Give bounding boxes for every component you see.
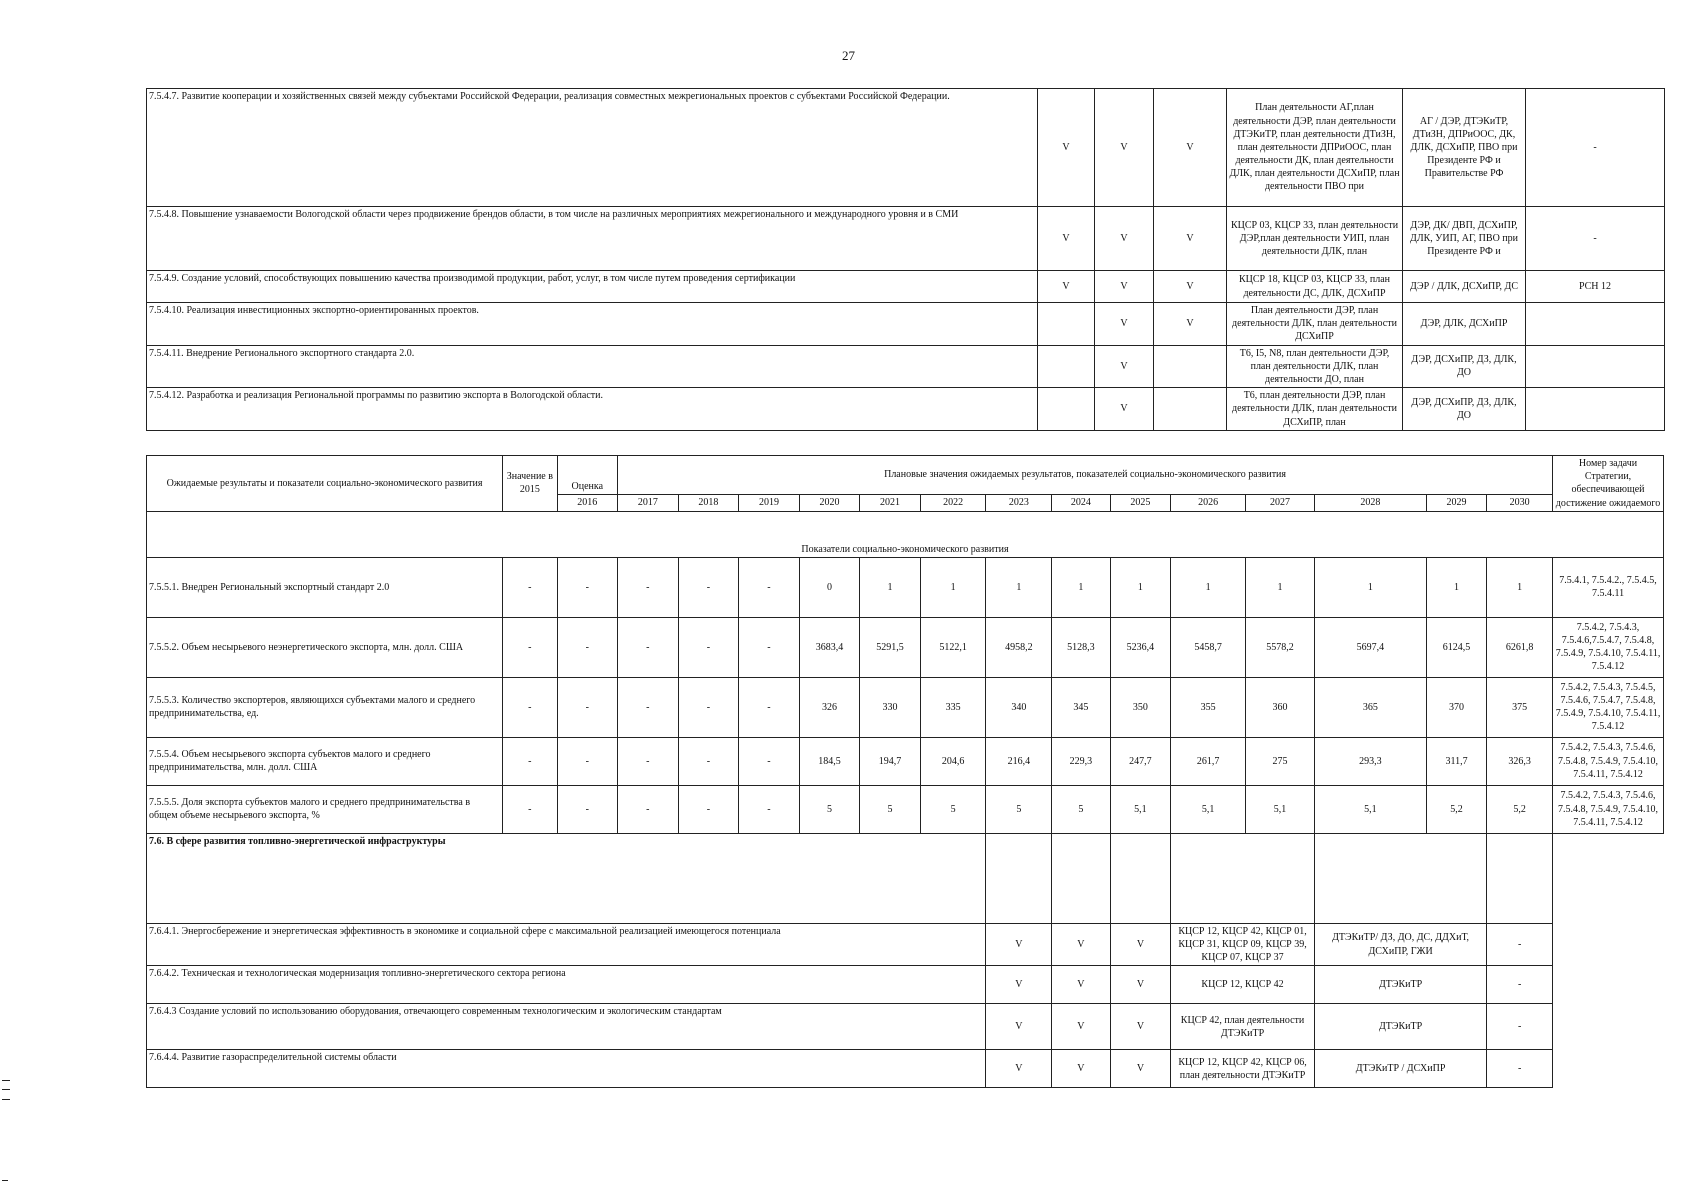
binding-mark bbox=[2, 1080, 10, 1100]
indicator-value: - bbox=[618, 737, 679, 785]
indicator-value: 1 bbox=[1314, 557, 1426, 617]
indicator-row bbox=[147, 737, 1664, 785]
indicator-value: 1 bbox=[1487, 557, 1553, 617]
header-results: Ожидаемые результаты и показатели социально-экономического развития bbox=[147, 456, 503, 512]
reference-cell: - bbox=[1487, 1004, 1553, 1050]
indicator-value: 5 bbox=[1052, 785, 1111, 833]
indicator-value: 229,3 bbox=[1052, 737, 1111, 785]
mark-cell: V bbox=[1095, 89, 1154, 207]
reference-cell bbox=[1526, 388, 1665, 431]
task-numbers: 7.5.4.2, 7.5.4.3, 7.5.4.6, 7.5.4.8, 7.5.4.9, 7.5.4.10, 7.5.4.11, 7.5.4.12 bbox=[1553, 785, 1664, 833]
indicator-value: 5 bbox=[860, 785, 921, 833]
mark-cell bbox=[1052, 833, 1111, 923]
indicator-value: 5 bbox=[986, 785, 1052, 833]
sources-cell: План деятельности АГ,план деятельности ДЭР, план деятельности ДТЭКиТР, план деятельности ДТиЗН, план деятельности ДПРиООС, план деятельности ДК, план деятельности ДЛК, план деятельности ДСХиПР, план деятельности ПВО при bbox=[1227, 89, 1403, 207]
year-header: 2024 bbox=[1052, 494, 1111, 511]
executors-cell bbox=[1314, 833, 1486, 923]
mark-cell: V bbox=[1095, 303, 1154, 346]
mark-cell: V bbox=[1052, 923, 1111, 966]
mark-cell bbox=[1154, 388, 1227, 431]
measure-text: 7.5.4.10. Реализация инвестиционных экспортно-ориентированных проектов. bbox=[147, 303, 1038, 346]
executors-cell: АГ / ДЭР, ДТЭКиТР, ДТиЗН, ДПРиООС, ДК, ДЛК, ДСХиПР, ПВО при Президенте РФ и Правительстве РФ bbox=[1403, 89, 1526, 207]
binding-tick bbox=[2, 1180, 8, 1181]
executors-cell: ДТЭКиТР/ ДЗ, ДО, ДС, ДДХиТ, ДСХиПР, ГЖИ bbox=[1314, 923, 1486, 966]
indicator-value: 0 bbox=[799, 557, 860, 617]
reference-cell: РСН 12 bbox=[1526, 271, 1665, 303]
indicator-row bbox=[147, 617, 1664, 677]
indicator-value: 1 bbox=[1052, 557, 1111, 617]
year-header: 2020 bbox=[799, 494, 860, 511]
reference-cell: - bbox=[1526, 89, 1665, 207]
mark-cell: V bbox=[1154, 271, 1227, 303]
value-2015: - bbox=[503, 785, 557, 833]
indicator-value: 5578,2 bbox=[1246, 617, 1315, 677]
task-numbers: 7.5.4.2, 7.5.4.3, 7.5.4.6,7.5.4.7, 7.5.4.8, 7.5.4.9, 7.5.4.10, 7.5.4.11, 7.5.4.12 bbox=[1553, 617, 1664, 677]
indicator-value: 5,2 bbox=[1487, 785, 1553, 833]
indicator-value: - bbox=[739, 785, 800, 833]
indicator-value: - bbox=[678, 677, 739, 737]
reference-cell: - bbox=[1526, 207, 1665, 271]
indicator-value: 5,1 bbox=[1110, 785, 1171, 833]
mark-cell: V bbox=[1038, 89, 1095, 207]
measure-text: 7.6.4.2. Техническая и технологическая модернизация топливно-энергетического сектора региона bbox=[147, 966, 986, 1004]
year-header: 2021 bbox=[860, 494, 921, 511]
indicator-value: - bbox=[557, 737, 618, 785]
indicator-value: 5236,4 bbox=[1110, 617, 1171, 677]
measure-text: 7.6.4.4. Развитие газораспределительной системы области bbox=[147, 1050, 986, 1088]
indicator-value: 330 bbox=[860, 677, 921, 737]
indicator-label: 7.5.5.2. Объем несырьевого неэнергетического экспорта, млн. долл. США bbox=[147, 617, 503, 677]
mark-cell: V bbox=[1052, 1004, 1111, 1050]
indicator-label: 7.5.5.4. Объем несырьевого экспорта субъектов малого и среднего предпринимательства, млн. долл. США bbox=[147, 737, 503, 785]
indicator-value: 1 bbox=[1246, 557, 1315, 617]
mark-cell: V bbox=[1052, 1050, 1111, 1088]
executors-cell: ДТЭКиТР bbox=[1314, 966, 1486, 1004]
mark-cell: V bbox=[1110, 966, 1171, 1004]
indicator-value: - bbox=[739, 677, 800, 737]
executors-cell: ДЭР, ДК/ ДВП, ДСХиПР, ДЛК, УИП, АГ, ПВО при Президенте РФ и bbox=[1403, 207, 1526, 271]
year-header: 2026 bbox=[1171, 494, 1246, 511]
indicator-row bbox=[147, 557, 1664, 617]
mark-cell: V bbox=[986, 1004, 1052, 1050]
executors-cell: ДЭР / ДЛК, ДСХиПР, ДС bbox=[1403, 271, 1526, 303]
mark-cell: V bbox=[1038, 271, 1095, 303]
indicator-value: - bbox=[618, 677, 679, 737]
sources-cell: Т6, I5, N8, план деятельности ДЭР, план деятельности ДЛК, план деятельности ДО, план bbox=[1227, 345, 1403, 388]
year-header: 2025 bbox=[1110, 494, 1171, 511]
indicator-value: 5128,3 bbox=[1052, 617, 1111, 677]
mark-cell: V bbox=[1154, 89, 1227, 207]
mark-cell: V bbox=[1154, 207, 1227, 271]
year-header: 2022 bbox=[920, 494, 986, 511]
measure-text: 7.5.4.8. Повышение узнаваемости Вологодской области через продвижение брендов области, в том числе на различных мероприятиях межрегионального и международного уровня и в СМИ bbox=[147, 207, 1038, 271]
mark-cell bbox=[1038, 303, 1095, 346]
indicator-value: - bbox=[678, 785, 739, 833]
indicators-table bbox=[146, 455, 1664, 1088]
indicator-value: - bbox=[678, 557, 739, 617]
year-header: 2028 bbox=[1314, 494, 1426, 511]
executors-cell: ДЭР, ДСХиПР, ДЗ, ДЛК, ДО bbox=[1403, 345, 1526, 388]
indicator-value: - bbox=[739, 737, 800, 785]
indicator-value: 293,3 bbox=[1314, 737, 1426, 785]
indicator-value: 3683,4 bbox=[799, 617, 860, 677]
measure-text: 7.5.4.9. Создание условий, способствующих повышению качества производимой продукции, работ, услуг, в том числе путем проведения сертификации bbox=[147, 271, 1038, 303]
header-task: Номер задачи Стратегии, обеспечивающей достижение ожидаемого bbox=[1553, 456, 1664, 512]
indicator-value: - bbox=[678, 737, 739, 785]
mark-cell bbox=[1154, 345, 1227, 388]
measure-row bbox=[147, 1050, 1664, 1088]
indicator-value: 5,2 bbox=[1426, 785, 1487, 833]
indicator-value: 326,3 bbox=[1487, 737, 1553, 785]
year-header: 2019 bbox=[739, 494, 800, 511]
measure-text: 7.6.4.3 Создание условий по использованию оборудования, отвечающего современным технологическим и экологическим стандартам bbox=[147, 1004, 986, 1050]
sources-cell: КЦСР 42, план деятельности ДТЭКиТР bbox=[1171, 1004, 1315, 1050]
value-2015: - bbox=[503, 617, 557, 677]
indicator-value: - bbox=[557, 557, 618, 617]
year-header: 2017 bbox=[618, 494, 679, 511]
mark-cell: V bbox=[986, 1050, 1052, 1088]
indicator-value: - bbox=[618, 617, 679, 677]
measure-row bbox=[147, 89, 1665, 207]
measure-row bbox=[147, 923, 1664, 966]
indicator-value: 1 bbox=[1110, 557, 1171, 617]
value-2015: - bbox=[503, 737, 557, 785]
indicator-value: 5,1 bbox=[1314, 785, 1426, 833]
mark-cell: V bbox=[1154, 303, 1227, 346]
indicator-value: 5122,1 bbox=[920, 617, 986, 677]
indicator-value: 1 bbox=[860, 557, 921, 617]
mark-cell: V bbox=[1110, 1004, 1171, 1050]
indicator-value: 5697,4 bbox=[1314, 617, 1426, 677]
measure-row bbox=[147, 303, 1665, 346]
mark-cell bbox=[1038, 345, 1095, 388]
indicator-value: 1 bbox=[920, 557, 986, 617]
mark-cell: V bbox=[986, 923, 1052, 966]
task-numbers: 7.5.4.1, 7.5.4.2., 7.5.4.5, 7.5.4.11 bbox=[1553, 557, 1664, 617]
indicator-value: 216,4 bbox=[986, 737, 1052, 785]
mark-cell: V bbox=[1110, 1050, 1171, 1088]
indicator-label: 7.5.5.5. Доля экспорта субъектов малого и среднего предпринимательства в общем объеме несырьевого экспорта, % bbox=[147, 785, 503, 833]
measure-row bbox=[147, 271, 1665, 303]
sources-cell: План деятельности ДЭР, план деятельности ДЛК, план деятельности ДСХиПР bbox=[1227, 303, 1403, 346]
indicator-value: 261,7 bbox=[1171, 737, 1246, 785]
indicator-value: - bbox=[557, 785, 618, 833]
indicator-value: 1 bbox=[986, 557, 1052, 617]
header-estimate: Оценка bbox=[557, 456, 618, 495]
section-row bbox=[147, 511, 1664, 557]
indicator-value: - bbox=[678, 617, 739, 677]
indicator-value: 5,1 bbox=[1246, 785, 1315, 833]
indicator-value: 1 bbox=[1171, 557, 1246, 617]
sources-cell: КЦСР 18, КЦСР 03, КЦСР 33, план деятельности ДС, ДЛК, ДСХиПР bbox=[1227, 271, 1403, 303]
mark-cell: V bbox=[1095, 388, 1154, 431]
indicator-value: 326 bbox=[799, 677, 860, 737]
mark-cell: V bbox=[1038, 207, 1095, 271]
indicator-value: 5,1 bbox=[1171, 785, 1246, 833]
section-76-title: 7.6. В сфере развития топливно-энергетической инфраструктуры bbox=[147, 833, 986, 923]
indicator-value: 375 bbox=[1487, 677, 1553, 737]
mark-cell bbox=[986, 833, 1052, 923]
reference-cell bbox=[1487, 833, 1553, 923]
reference-cell: - bbox=[1487, 1050, 1553, 1088]
indicator-label: 7.5.5.3. Количество экспортеров, являющихся субъектами малого и среднего предпринимательства, ед. bbox=[147, 677, 503, 737]
indicator-value: 6261,8 bbox=[1487, 617, 1553, 677]
page-number: 27 bbox=[842, 48, 855, 63]
mark-cell: V bbox=[1110, 923, 1171, 966]
indicator-value: - bbox=[618, 557, 679, 617]
measure-row bbox=[147, 345, 1665, 388]
indicator-value: 350 bbox=[1110, 677, 1171, 737]
sources-cell bbox=[1171, 833, 1315, 923]
measure-row bbox=[147, 388, 1665, 431]
header-row-1 bbox=[147, 456, 1664, 482]
measure-text: 7.5.4.11. Внедрение Регионального экспортного стандарта 2.0. bbox=[147, 345, 1038, 388]
executors-cell: ДТЭКиТР bbox=[1314, 1004, 1486, 1050]
measure-row bbox=[147, 207, 1665, 271]
sources-cell: КЦСР 12, КЦСР 42, КЦСР 06, план деятельности ДТЭКиТР bbox=[1171, 1050, 1315, 1088]
year-header: 2030 bbox=[1487, 494, 1553, 511]
task-numbers: 7.5.4.2, 7.5.4.3, 7.5.4.5, 7.5.4.6, 7.5.4.7, 7.5.4.8, 7.5.4.9, 7.5.4.10, 7.5.4.11, 7.5.4.12 bbox=[1553, 677, 1664, 737]
executors-cell: ДЭР, ДЛК, ДСХиПР bbox=[1403, 303, 1526, 346]
year-header: 2027 bbox=[1246, 494, 1315, 511]
mark-cell: V bbox=[1095, 271, 1154, 303]
year-header: 2023 bbox=[986, 494, 1052, 511]
indicator-value: 5 bbox=[920, 785, 986, 833]
sources-cell: Т6, план деятельности ДЭР, план деятельности ДЛК, план деятельности ДСХиПР, план bbox=[1227, 388, 1403, 431]
mark-cell: V bbox=[1052, 966, 1111, 1004]
indicator-value: 340 bbox=[986, 677, 1052, 737]
indicator-value: - bbox=[739, 557, 800, 617]
measure-row bbox=[147, 966, 1664, 1004]
indicator-value: 335 bbox=[920, 677, 986, 737]
executors-cell: ДЭР, ДСХиПР, ДЗ, ДЛК, ДО bbox=[1403, 388, 1526, 431]
year-header: 2016 bbox=[557, 494, 618, 511]
indicator-value: 360 bbox=[1246, 677, 1315, 737]
indicator-value: 5458,7 bbox=[1171, 617, 1246, 677]
indicator-value: 247,7 bbox=[1110, 737, 1171, 785]
measure-text: 7.5.4.12. Разработка и реализация Региональной программы по развитию экспорта в Вологодской области. bbox=[147, 388, 1038, 431]
indicator-value: 365 bbox=[1314, 677, 1426, 737]
indicator-row bbox=[147, 677, 1664, 737]
reference-cell: - bbox=[1487, 923, 1553, 966]
indicator-value: 184,5 bbox=[799, 737, 860, 785]
mark-cell: V bbox=[1095, 207, 1154, 271]
year-header: 2029 bbox=[1426, 494, 1487, 511]
sources-cell: КЦСР 12, КЦСР 42, КЦСР 01, КЦСР 31, КЦСР 09, КЦСР 39, КЦСР 07, КЦСР 37 bbox=[1171, 923, 1315, 966]
mark-cell bbox=[1110, 833, 1171, 923]
measures-table bbox=[146, 88, 1665, 431]
indicator-value: - bbox=[557, 677, 618, 737]
indicator-value: 5291,5 bbox=[860, 617, 921, 677]
indicator-value: 345 bbox=[1052, 677, 1111, 737]
indicator-row bbox=[147, 785, 1664, 833]
reference-cell bbox=[1526, 303, 1665, 346]
executors-cell: ДТЭКиТР / ДСХиПР bbox=[1314, 1050, 1486, 1088]
indicator-value: 6124,5 bbox=[1426, 617, 1487, 677]
indicator-value: - bbox=[618, 785, 679, 833]
section-76-title-row bbox=[147, 833, 1664, 923]
indicator-value: 1 bbox=[1426, 557, 1487, 617]
measure-text: 7.6.4.1. Энергосбережение и энергетическая эффективность в экономике и социальной сфере с максимальной реализацией имеющегося потенциала bbox=[147, 923, 986, 966]
indicator-value: - bbox=[557, 617, 618, 677]
sources-cell: КЦСР 12, КЦСР 42 bbox=[1171, 966, 1315, 1004]
mark-cell bbox=[1038, 388, 1095, 431]
indicator-value: 370 bbox=[1426, 677, 1487, 737]
header-planned: Плановые значения ожидаемых результатов, показателей социально-экономического развития bbox=[618, 456, 1553, 495]
value-2015: - bbox=[503, 677, 557, 737]
sources-cell: КЦСР 03, КЦСР 33, план деятельности ДЭР,план деятельности УИП, план деятельности ДЛК, план bbox=[1227, 207, 1403, 271]
indicator-value: 4958,2 bbox=[986, 617, 1052, 677]
measure-row bbox=[147, 1004, 1664, 1050]
indicator-value: - bbox=[739, 617, 800, 677]
section-title: Показатели социально-экономического развития bbox=[147, 511, 1664, 557]
indicator-value: 194,7 bbox=[860, 737, 921, 785]
indicator-label: 7.5.5.1. Внедрен Региональный экспортный стандарт 2.0 bbox=[147, 557, 503, 617]
reference-cell: - bbox=[1487, 966, 1553, 1004]
indicator-value: 355 bbox=[1171, 677, 1246, 737]
task-numbers: 7.5.4.2, 7.5.4.3, 7.5.4.6, 7.5.4.8, 7.5.4.9, 7.5.4.10, 7.5.4.11, 7.5.4.12 bbox=[1553, 737, 1664, 785]
header-2015: Значение в 2015 bbox=[503, 456, 557, 512]
indicator-value: 5 bbox=[799, 785, 860, 833]
indicator-value: 204,6 bbox=[920, 737, 986, 785]
value-2015: - bbox=[503, 557, 557, 617]
indicator-value: 311,7 bbox=[1426, 737, 1487, 785]
measure-text: 7.5.4.7. Развитие кооперации и хозяйственных связей между субъектами Российской Федерации, реализация совместных межрегиональных проектов с субъектами Российской Федерации. bbox=[147, 89, 1038, 207]
mark-cell: V bbox=[1095, 345, 1154, 388]
mark-cell: V bbox=[986, 966, 1052, 1004]
indicator-value: 275 bbox=[1246, 737, 1315, 785]
year-header: 2018 bbox=[678, 494, 739, 511]
reference-cell bbox=[1526, 345, 1665, 388]
